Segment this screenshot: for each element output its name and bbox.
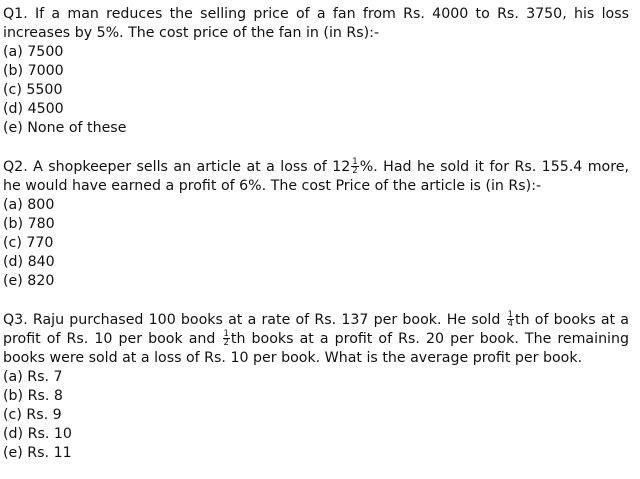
question-2-option-d: (d) 840 [3, 254, 55, 270]
question-3-stem-part-b: th of books at a profit of Rs. 10 per book and [3, 312, 629, 347]
spacer [3, 138, 629, 158]
fraction-denominator: 4 [507, 318, 513, 329]
question-2-option-a: (a) 800 [3, 197, 55, 213]
question-document [3, 5, 629, 463]
spacer [3, 291, 629, 311]
fraction-numerator: 1 [223, 328, 229, 339]
question-1-option-a: (a) 7500 [3, 44, 64, 60]
question-3-option-c: (c) Rs. 9 [3, 407, 62, 423]
question-2-stem-part-b: %. Had he sold it for Rs. 155.4 more, he would have earned a profit of 6%. The cost Price of the article is (in Rs):- [3, 159, 629, 194]
question-1-option-d: (d) 4500 [3, 101, 64, 117]
question-2-fraction [351, 158, 358, 175]
question-3 [3, 311, 629, 463]
question-1 [3, 5, 629, 138]
fraction-numerator: 1 [352, 156, 358, 167]
question-3-option-e: (e) Rs. 11 [3, 445, 72, 461]
question-3-stem-part-c: th books at a profit of Rs. 20 per book. The remaining books were sold at a loss of Rs. 10 per book. What is the average profit per book. [3, 331, 629, 366]
question-3-fraction-2 [223, 330, 230, 347]
question-3-option-b: (b) Rs. 8 [3, 388, 63, 404]
question-2 [3, 158, 629, 291]
question-3-option-a: (a) Rs. 7 [3, 369, 63, 385]
question-3-option-d: (d) Rs. 10 [3, 426, 72, 442]
question-3-stem-part-a: Q3. Raju purchased 100 books at a rate of Rs. 137 per book. He sold [3, 312, 506, 328]
question-1-option-c: (c) 5500 [3, 82, 63, 98]
fraction-denominator: 2 [223, 337, 229, 348]
question-2-stem [3, 158, 629, 196]
question-2-option-c: (c) 770 [3, 235, 54, 251]
question-3-stem [3, 311, 629, 368]
question-1-stem: Q1. If a man reduces the selling price of a fan from Rs. 4000 to Rs. 3750, his loss increases by 5%. The cost price of the fan in (in Rs):- [3, 6, 629, 41]
fraction-numerator: 1 [507, 309, 513, 320]
question-2-stem-part-a: Q2. A shopkeeper sells an article at a loss of 12 [3, 159, 351, 175]
question-1-option-b: (b) 7000 [3, 63, 64, 79]
question-2-option-e: (e) 820 [3, 273, 55, 289]
question-2-option-b: (b) 780 [3, 216, 55, 232]
fraction-denominator: 2 [352, 165, 358, 176]
question-1-option-e: (e) None of these [3, 120, 127, 136]
question-3-fraction-1 [507, 311, 514, 328]
